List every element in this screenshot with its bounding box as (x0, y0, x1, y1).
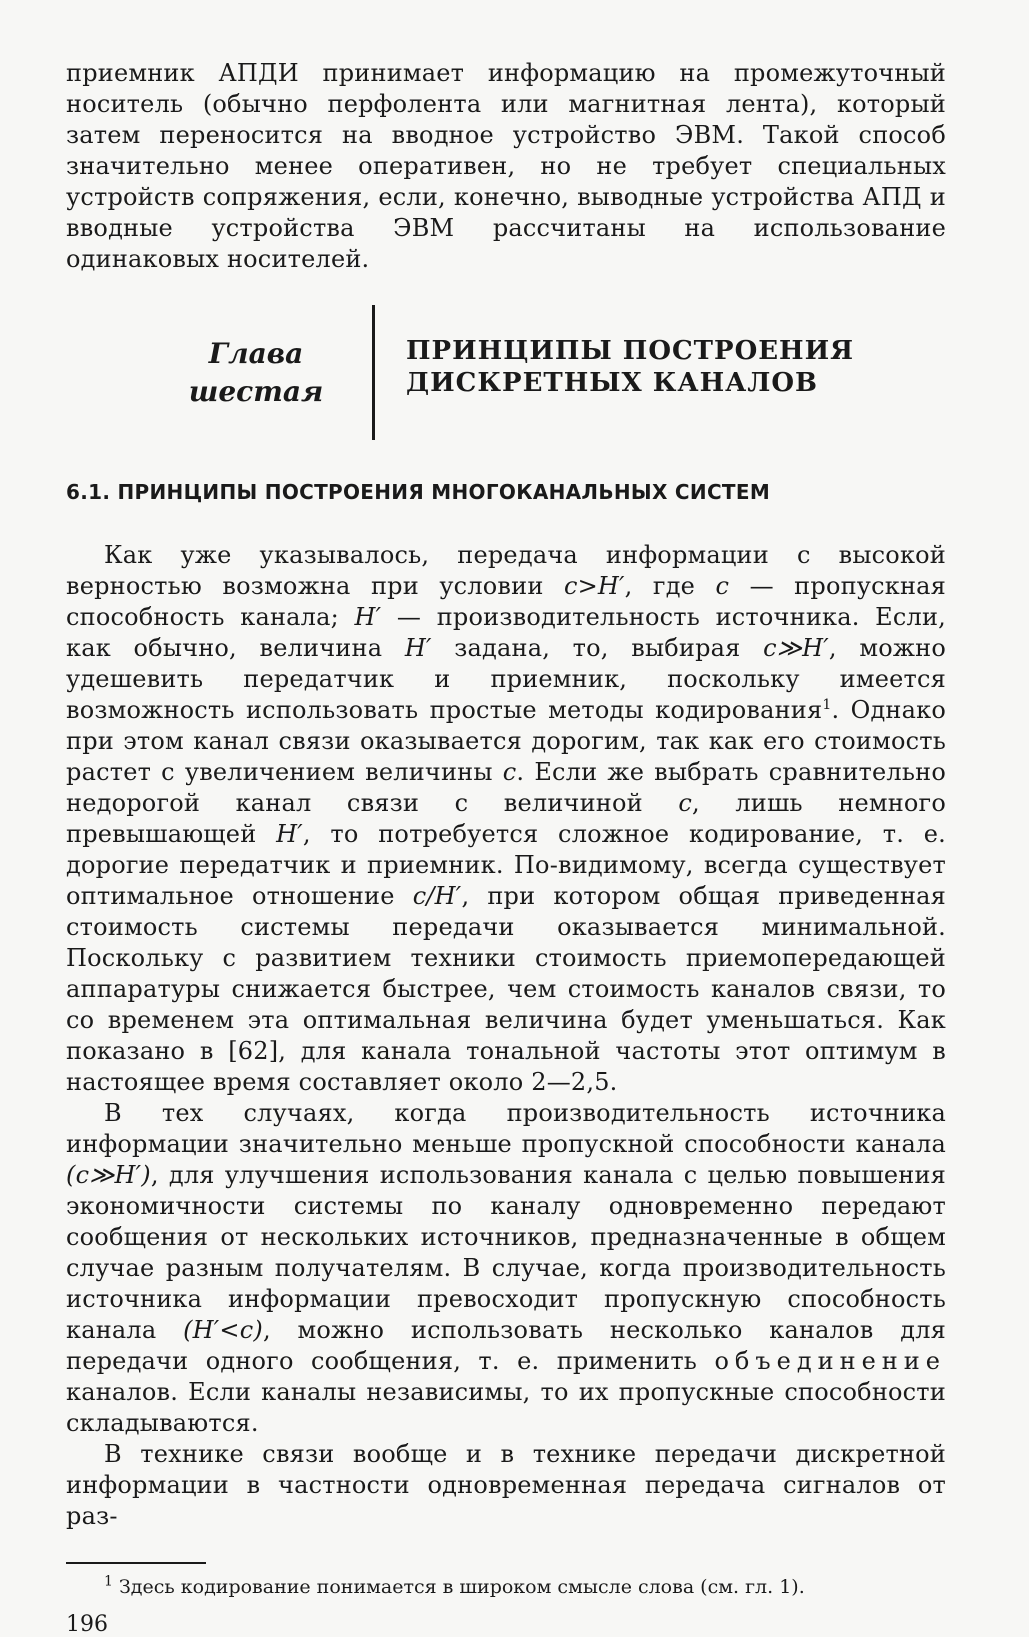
body-paragraph-3: В технике связи вообще и в технике передачи дискретной информации в частности одновременная передача сигналов от раз- (66, 1440, 946, 1530)
body-paragraph-2 (66, 1098, 946, 1439)
body-paragraph-1 (66, 540, 946, 1098)
footnote-marker: 1 (104, 1573, 113, 1590)
chapter-header (66, 305, 946, 455)
chapter-title-line2: ДИСКРЕТНЫХ КАНАЛОВ (406, 368, 818, 398)
math-expression: c (715, 572, 730, 600)
text-run: , можно удешевить передатчик и приемник, поскольку имеется возможность использовать простые методы кодирования (66, 634, 946, 724)
math-expression: c>H′ (563, 572, 625, 600)
math-expression: c (502, 758, 517, 786)
math-expression: c (678, 789, 692, 817)
math-expression: H′ (276, 820, 303, 848)
math-expression: c/H′ (412, 882, 462, 910)
intro-paragraph: приемник АПДИ принимает информацию на промежуточный носитель (обычно перфолента или магнитная лента), который затем переносится на вводное устройство ЭВМ. Такой способ значительно менее оперативен, но не требует специальных устройств сопряжения, если, конечно, выводные устройства АПД и вводные устройства ЭВМ рассчитаны на использование одинаковых носителей. (66, 59, 946, 273)
text-run: , можно использовать несколько каналов для передачи одного сообщения, т. е. применить (66, 1316, 946, 1375)
text-run: — пропускная способность канала; (66, 572, 946, 631)
page-number: 196 (66, 1612, 108, 1637)
text-run: , при котором общая приведенная стоимость системы передачи оказывается минимальной. Поскольку с развитием техники стоимость приемопередающей аппаратуры снижается быстрее, чем стоимость каналов связи, то со временем эта оптимальная величина будет уменьшаться. Как показано в [62], для канала тональной частоты этот оптимум в настоящее время составляет около 2—2,5. (66, 882, 946, 1096)
math-expression: (H′<c) (183, 1316, 263, 1344)
text-run: задана, то, выбирая (431, 634, 764, 662)
emphasized-term: объединение (714, 1347, 946, 1375)
chapter-label-line2: шестая (188, 375, 324, 408)
footnote-divider (66, 1562, 206, 1564)
math-expression: (c≫H′) (66, 1161, 151, 1189)
math-expression: H′ (354, 603, 382, 631)
text-run: , где (624, 572, 716, 600)
book-page (66, 58, 946, 1637)
chapter-label-line1: Глава (208, 337, 304, 370)
chapter-label (156, 335, 356, 411)
chapter-title-line1: ПРИНЦИПЫ ПОСТРОЕНИЯ (406, 336, 855, 366)
footnote (66, 1574, 946, 1600)
text-run: каналов. Если каналы независимы, то их пропускные способности складываются. (66, 1378, 946, 1437)
text-run: , лишь немного превышающей (66, 789, 946, 848)
text-run: Как уже указывалось, передача информации с высокой верностью возможна при условии (66, 541, 946, 600)
text-run: . Если же выбрать сравнительно недорогой канал связи с величиной (66, 758, 946, 817)
footnote-text: Здесь кодирование понимается в широком смысле слова (см. гл. 1). (112, 1576, 805, 1598)
chapter-divider (372, 305, 375, 440)
text-run: В тех случаях, когда производительность источника информации значительно меньше пропускной способности канала (66, 1099, 946, 1158)
text-run: , то потребуется сложное кодирование, т. е. дорогие передатчик и приемник. По-видимому, всегда существует оптимальное отношение (66, 820, 947, 910)
text-run: . Однако при этом канал связи оказывается дорогим, так как его стоимость растет с увеличением величины (66, 696, 946, 786)
text-run: — производительность источника. Если, как обычно, величина (66, 603, 946, 662)
chapter-title (406, 335, 926, 399)
footnote-reference: 1 (822, 697, 832, 713)
text-run: , для улучшения использования канала с целью повышения экономичности системы по каналу одновременно передают сообщения от нескольких источников, предназначенные в общем случае разным получателям. В случае, когда производительность источника информации превосходит пропускную способность канала (66, 1161, 946, 1344)
math-expression: H′ (404, 634, 432, 662)
math-expression: c≫H′ (763, 634, 829, 662)
section-heading: 6.1. ПРИНЦИПЫ ПОСТРОЕНИЯ МНОГОКАНАЛЬНЫХ СИСТЕМ (66, 480, 771, 504)
